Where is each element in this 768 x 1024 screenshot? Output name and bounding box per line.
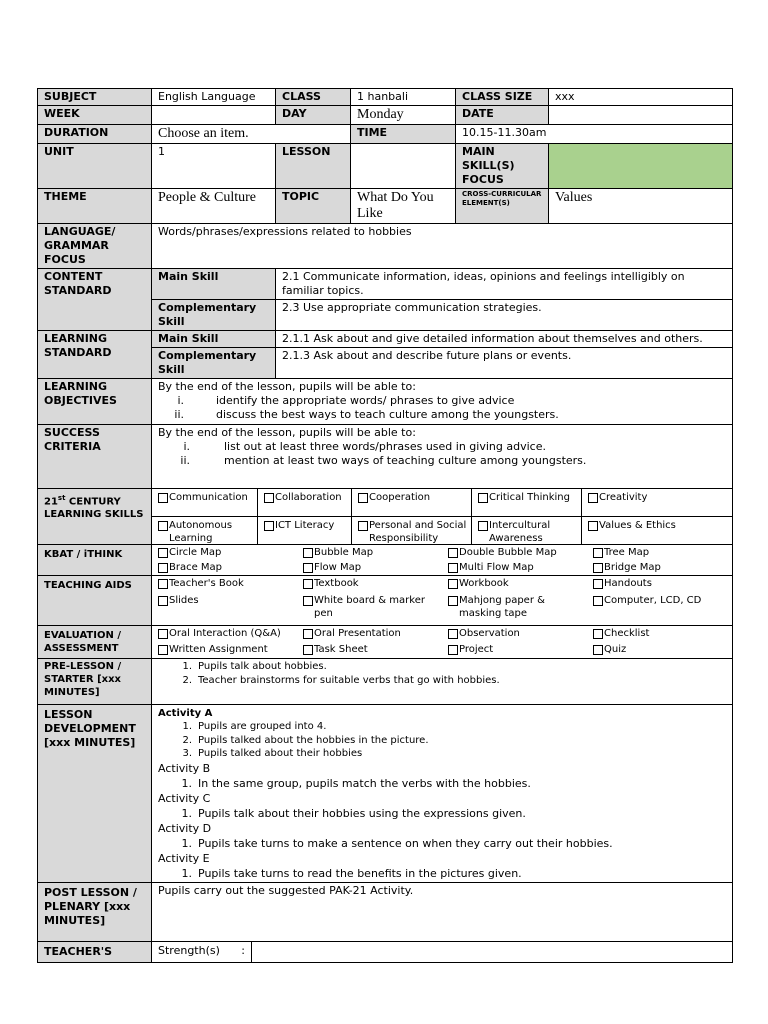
date-value[interactable] xyxy=(549,106,733,125)
checkbox-icon[interactable] xyxy=(593,563,603,573)
strength-label: Strength(s) : xyxy=(152,942,252,962)
checkbox-icon[interactable] xyxy=(448,645,458,655)
teaching-aids-label: TEACHING AIDS xyxy=(38,576,152,626)
content-comp-skill-value[interactable]: 2.3 Use appropriate communication strategies. xyxy=(276,300,733,331)
checkbox-icon[interactable] xyxy=(303,596,313,606)
activity-heading: Activity B xyxy=(158,761,211,775)
day-value[interactable]: Monday xyxy=(351,106,456,125)
cross-curricular-label: CROSS-CURRICULAR ELEMENT(S) xyxy=(456,189,549,224)
success-number: i. xyxy=(183,440,190,453)
checkbox-icon[interactable] xyxy=(593,645,603,655)
checkbox-icon[interactable] xyxy=(303,579,313,589)
checkbox-observation[interactable]: Observation xyxy=(442,626,587,642)
subject-label: SUBJECT xyxy=(38,89,152,106)
checkbox-icon[interactable] xyxy=(158,493,168,503)
checkbox-whiteboard[interactable]: White board & marker pen xyxy=(297,593,442,625)
content-main-skill-label: Main Skill xyxy=(152,269,276,300)
checkbox-icon[interactable] xyxy=(588,493,598,503)
success-item xyxy=(158,440,727,454)
kbat-options xyxy=(152,545,733,576)
objective-item xyxy=(158,408,727,422)
checkbox-multi-flow-map[interactable]: Multi Flow Map xyxy=(442,560,587,575)
kbat-row xyxy=(152,545,732,560)
checkbox-icon[interactable] xyxy=(448,563,458,573)
century-skills-options xyxy=(152,489,733,545)
checkbox-icon[interactable] xyxy=(303,629,313,639)
checkbox-icon[interactable] xyxy=(158,579,168,589)
checkbox-handouts[interactable]: Handouts xyxy=(587,576,732,593)
post-lesson-value[interactable]: Pupils carry out the suggested PAK-21 Activity. xyxy=(152,882,733,941)
lesson-label: LESSON xyxy=(276,144,351,189)
checkbox-icon[interactable] xyxy=(448,548,458,558)
checkbox-mahjong-paper[interactable]: Mahjong paper & masking tape xyxy=(442,593,587,625)
list-item: 2. Teacher brainstorms for suitable verbs that go with hobbies. xyxy=(182,674,500,686)
strength-row xyxy=(152,942,732,962)
post-lesson-label: POST LESSON / PLENARY [xxx MINUTES] xyxy=(38,882,152,941)
week-label: WEEK xyxy=(38,106,152,125)
checkbox-icon[interactable] xyxy=(593,579,603,589)
checkbox-values-ethics[interactable]: Values & Ethics xyxy=(581,517,732,544)
checkbox-icon[interactable] xyxy=(303,548,313,558)
class-size-label: CLASS SIZE xyxy=(456,89,549,106)
content-main-skill-value[interactable]: 2.1 Communicate information, ideas, opinions and feelings intelligibly on familiar topics. xyxy=(276,269,733,300)
checkbox-icon[interactable] xyxy=(358,521,368,531)
checkbox-icon[interactable] xyxy=(448,596,458,606)
kbat-row xyxy=(152,560,732,575)
list-item: 1. Pupils are grouped into 4. xyxy=(182,721,327,732)
checkbox-ict-literacy[interactable]: ICT Literacy xyxy=(257,517,351,544)
checkbox-creativity[interactable]: Creativity xyxy=(581,489,732,516)
main-skill-focus-value[interactable] xyxy=(549,144,733,189)
class-label: CLASS xyxy=(276,89,351,106)
checkbox-icon[interactable] xyxy=(593,548,603,558)
checkbox-icon[interactable] xyxy=(303,563,313,573)
evaluation-row xyxy=(152,642,732,658)
objectives-intro: By the end of the lesson, pupils will be able to: xyxy=(158,380,416,393)
checkbox-tree-map[interactable]: Tree Map xyxy=(587,545,732,560)
language-focus-label: LANGUAGE/ GRAMMAR FOCUS xyxy=(38,224,152,269)
content-comp-skill-label: Complementary Skill xyxy=(152,300,276,331)
checkbox-icon[interactable] xyxy=(478,521,488,531)
objective-item xyxy=(158,394,727,408)
checkbox-double-bubble-map[interactable]: Double Bubble Map xyxy=(442,545,587,560)
date-label: DATE xyxy=(456,106,549,125)
subject-value[interactable]: English Language xyxy=(152,89,276,106)
class-size-value[interactable]: xxx xyxy=(549,89,733,106)
time-label: TIME xyxy=(351,125,456,144)
checkbox-textbook[interactable]: Textbook xyxy=(297,576,442,593)
checkbox-task-sheet[interactable]: Task Sheet xyxy=(297,642,442,658)
checkbox-circle-map[interactable]: Circle Map xyxy=(152,545,297,560)
language-focus-value[interactable]: Words/phrases/expressions related to hobbies xyxy=(152,224,733,269)
success-number: ii. xyxy=(180,454,190,467)
checkbox-computer-lcd-cd[interactable]: Computer, LCD, CD xyxy=(587,593,732,625)
checkbox-icon[interactable] xyxy=(588,521,598,531)
checkbox-critical-thinking[interactable]: Critical Thinking xyxy=(471,489,581,516)
checkbox-slides[interactable]: Slides xyxy=(152,593,297,625)
list-item: 1. Pupils talk about hobbies. xyxy=(182,661,327,672)
evaluation-options xyxy=(152,626,733,659)
checkbox-icon[interactable] xyxy=(158,645,168,655)
checkbox-workbook[interactable]: Workbook xyxy=(442,576,587,593)
lesson-development-label: LESSON DEVELOPMENT [xxx MINUTES] xyxy=(38,705,152,883)
objective-number: i. xyxy=(177,394,184,407)
objective-text: discuss the best ways to teach culture among the youngsters. xyxy=(216,408,559,421)
century-skills-row xyxy=(152,489,732,516)
checkbox-icon[interactable] xyxy=(158,596,168,606)
checkbox-icon[interactable] xyxy=(158,629,168,639)
checkbox-icon[interactable] xyxy=(448,579,458,589)
topic-label: TOPIC xyxy=(276,189,351,224)
week-value[interactable] xyxy=(152,106,276,125)
learning-comp-skill-label: Complementary Skill xyxy=(152,348,276,379)
checkbox-project[interactable]: Project xyxy=(442,642,587,658)
main-skill-focus-label: MAIN SKILL(S) FOCUS xyxy=(456,144,549,189)
lesson-plan-table xyxy=(37,88,733,963)
checkbox-teachers-book[interactable]: Teacher's Book xyxy=(152,576,297,593)
list-item: 1. Pupils talk about their hobbies using the expressions given. xyxy=(181,806,526,820)
learning-standard-label: LEARNING STANDARD xyxy=(38,331,152,379)
checkbox-icon[interactable] xyxy=(478,493,488,503)
class-value[interactable]: 1 hanbali xyxy=(351,89,456,106)
century-skills-label: 21st CENTURY LEARNING SKILLS xyxy=(38,489,152,545)
checkbox-intercultural[interactable]: Intercultural Awareness xyxy=(471,517,581,544)
learning-main-skill-label: Main Skill xyxy=(152,331,276,348)
checkbox-brace-map[interactable]: Brace Map xyxy=(152,560,297,575)
activity-heading: Activity E xyxy=(158,851,210,865)
time-value[interactable]: 10.15-11.30am xyxy=(456,125,733,144)
checkbox-collaboration[interactable]: Collaboration xyxy=(257,489,351,516)
evaluation-label: EVALUATION / ASSESSMENT xyxy=(38,626,152,659)
theme-label: THEME xyxy=(38,189,152,224)
content-standard-label: CONTENT STANDARD xyxy=(38,269,152,331)
objective-text: identify the appropriate words/ phrases to give advice xyxy=(216,394,515,407)
lesson-plan-sheet xyxy=(37,88,732,963)
prelesson-value[interactable] xyxy=(152,659,733,705)
checkbox-bubble-map[interactable]: Bubble Map xyxy=(297,545,442,560)
lesson-development-value[interactable] xyxy=(152,705,733,883)
checkbox-icon[interactable] xyxy=(593,629,603,639)
theme-value[interactable]: People & Culture xyxy=(152,189,276,224)
learning-objectives-label: LEARNING OBJECTIVES xyxy=(38,379,152,425)
checkbox-icon[interactable] xyxy=(264,493,274,503)
checkbox-cooperation[interactable]: Cooperation xyxy=(351,489,471,516)
checkbox-checklist[interactable]: Checklist xyxy=(587,626,732,642)
learning-objectives-value[interactable] xyxy=(152,379,733,425)
learning-comp-skill-value[interactable]: 2.1.3 Ask about and describe future plans or events. xyxy=(276,348,733,379)
checkbox-icon[interactable] xyxy=(158,548,168,558)
activity-heading: Activity D xyxy=(158,821,212,835)
teachers-label: TEACHER'S xyxy=(38,941,152,962)
checkbox-icon[interactable] xyxy=(448,629,458,639)
strength-field[interactable] xyxy=(252,942,732,962)
kbat-label: KBAT / iTHINK xyxy=(38,545,152,576)
lesson-value[interactable] xyxy=(351,144,456,189)
aids-row xyxy=(152,576,732,593)
checkbox-quiz[interactable]: Quiz xyxy=(587,642,732,658)
duration-dropdown[interactable]: Choose an item. xyxy=(152,125,351,144)
checkbox-oral-presentation[interactable]: Oral Presentation xyxy=(297,626,442,642)
duration-label: DURATION xyxy=(38,125,152,144)
success-criteria-value[interactable] xyxy=(152,425,733,489)
aids-row xyxy=(152,593,732,625)
checkbox-oral-interaction[interactable]: Oral Interaction (Q&A) xyxy=(152,626,297,642)
checkbox-icon[interactable] xyxy=(593,596,603,606)
success-text: mention at least two ways of teaching culture among youngsters. xyxy=(224,454,587,467)
activity-heading: Activity C xyxy=(158,791,211,805)
cross-curricular-value[interactable]: Values xyxy=(549,189,733,224)
checkbox-bridge-map[interactable]: Bridge Map xyxy=(587,560,732,575)
activity-heading: Activity A xyxy=(158,708,213,719)
list-item: 1. In the same group, pupils match the verbs with the hobbies. xyxy=(181,776,531,790)
checkbox-communication[interactable]: Communication xyxy=(152,489,257,516)
checkbox-written-assignment[interactable]: Written Assignment xyxy=(152,642,297,658)
list-item: 3. Pupils talked about their hobbies xyxy=(182,748,363,759)
list-item: 1. Pupils take turns to read the benefits in the pictures given. xyxy=(181,866,522,880)
teacher-reflection xyxy=(152,941,733,962)
success-intro: By the end of the lesson, pupils will be able to: xyxy=(158,426,416,439)
objective-number: ii. xyxy=(174,408,184,421)
list-item: 2. Pupils talked about the hobbies in the picture. xyxy=(182,734,429,746)
checkbox-icon[interactable] xyxy=(158,521,168,531)
topic-value[interactable]: What Do You Like xyxy=(351,189,456,224)
teaching-aids-options xyxy=(152,576,733,626)
learning-main-skill-value[interactable]: 2.1.1 Ask about and give detailed information about themselves and others. xyxy=(276,331,733,348)
prelesson-label: PRE-LESSON / STARTER [xxx MINUTES] xyxy=(38,659,152,705)
unit-label: UNIT xyxy=(38,144,152,189)
checkbox-icon[interactable] xyxy=(358,493,368,503)
checkbox-icon[interactable] xyxy=(303,645,313,655)
list-item: 1. Pupils take turns to make a sentence on when they carry out their hobbies. xyxy=(181,836,613,850)
checkbox-icon[interactable] xyxy=(158,563,168,573)
evaluation-row xyxy=(152,626,732,642)
unit-value[interactable]: 1 xyxy=(152,144,276,189)
checkbox-flow-map[interactable]: Flow Map xyxy=(297,560,442,575)
success-criteria-label: SUCCESS CRITERIA xyxy=(38,425,152,489)
success-text: list out at least three words/phrases used in giving advice. xyxy=(224,440,546,453)
success-item xyxy=(158,454,727,468)
checkbox-autonomous-learning[interactable]: Autonomous Learning xyxy=(152,517,257,544)
day-label: DAY xyxy=(276,106,351,125)
century-skills-row xyxy=(152,516,732,544)
checkbox-icon[interactable] xyxy=(264,521,274,531)
checkbox-personal-social[interactable]: Personal and Social Responsibility xyxy=(351,517,471,544)
